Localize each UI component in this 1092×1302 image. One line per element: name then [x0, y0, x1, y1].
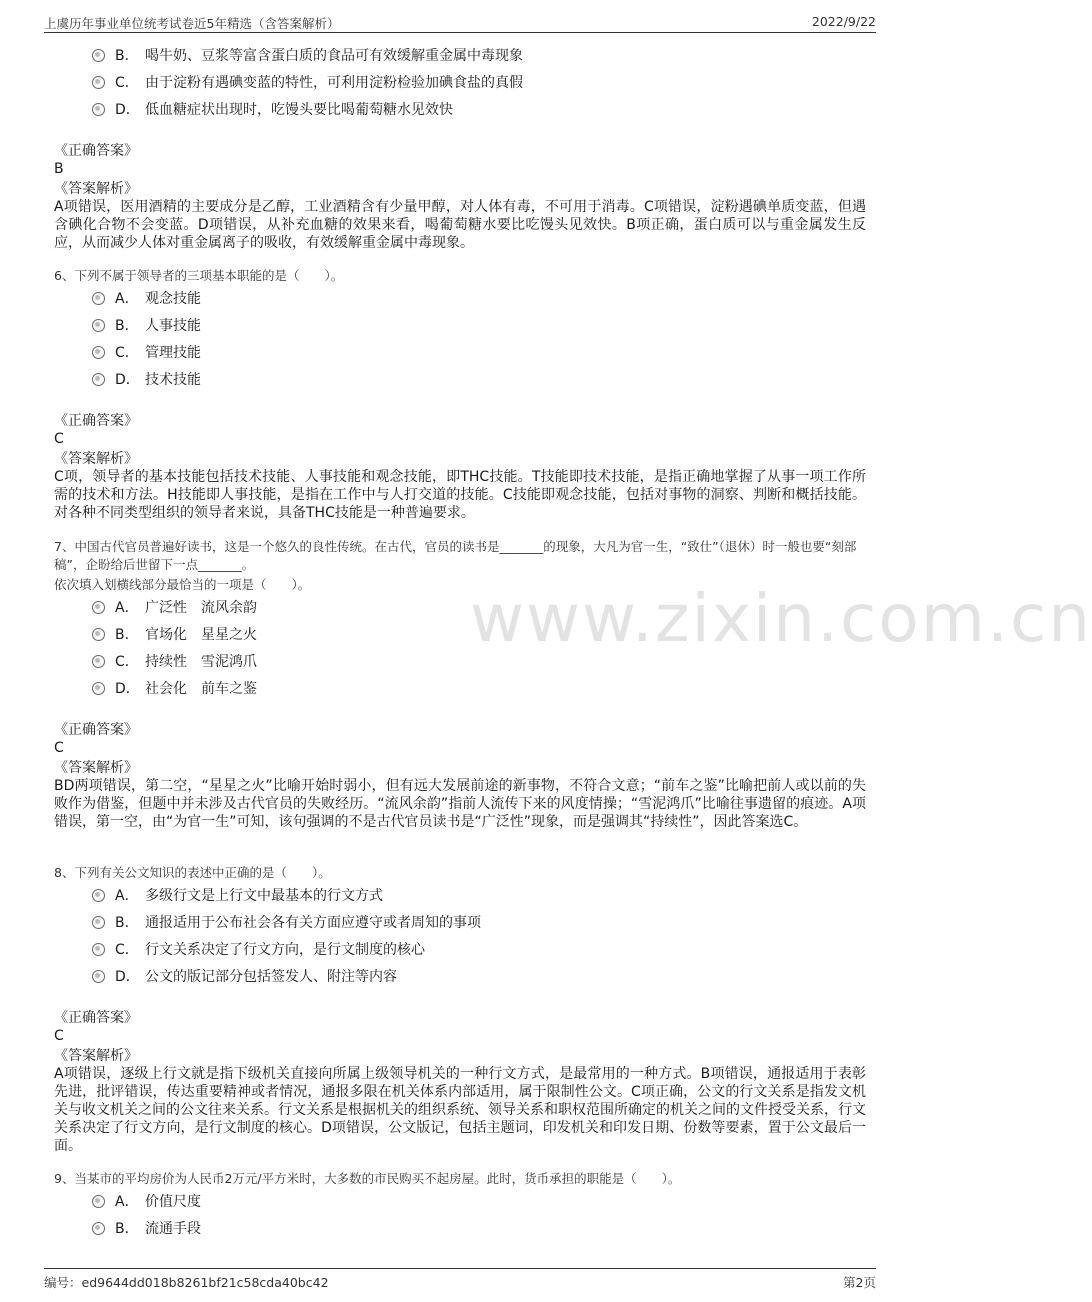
q5-analysis-label: 《答案解析》 [54, 181, 138, 197]
q7-option-d[interactable]: D． 社会化 前车之鉴 [92, 678, 257, 700]
q8-answer-label: 《正确答案》 [54, 1010, 138, 1026]
q8-option-b[interactable]: B． 通报适用于公布社会各有关方面应遵守或者周知的事项 [92, 912, 481, 934]
q5-option-c[interactable]: C． 由于淀粉有遇碘变蓝的特性，可利用淀粉检验加碘食盐的真假 [92, 72, 523, 94]
q6-option-b[interactable]: B． 人事技能 [92, 315, 201, 337]
radio-icon[interactable] [92, 319, 105, 332]
radio-icon[interactable] [92, 916, 105, 929]
radio-icon[interactable] [92, 970, 105, 983]
radio-icon[interactable] [92, 76, 105, 89]
q6-option-a[interactable]: A． 观念技能 [92, 288, 201, 310]
q5-analysis: A项错误，医用酒精的主要成分是乙醇，工业酒精含有少量甲醇，对人体有毒，不可用于消毒。C项错误，淀粉遇碘单质变蓝，但遇含碘化合物不会变蓝。D项错误，从补充血糖的效果来看，喝葡萄糖水要比吃馒头见效快。B项正确，蛋白质可以与重金属发生反应，从而减少人体对重金属离子的吸收，有效缓解重金属中毒现象。 [54, 199, 866, 251]
q6-analysis-label: 《答案解析》 [54, 451, 138, 467]
q8-analysis-label: 《答案解析》 [54, 1048, 138, 1064]
q6-analysis: C项，领导者的基本技能包括技术技能、人事技能和观念技能，即THC技能。T技能即技术技能，是指正确地掌握了从事一项工作所需的技术和方法。H技能即人事技能，是指在工作中与人打交道的技能。C技能即观念技能，包括对事物的洞察、判断和概括技能。对各种不同类型组织的领导者来说，具备THC技能是一种普遍要求。 [54, 469, 866, 521]
radio-icon[interactable] [92, 373, 105, 386]
q7-analysis: BD两项错误，第二空，“星星之火”比喻开始时弱小，但有远大发展前途的新事物，不符合文意；“前车之鉴”比喻把前人或以前的失败作为借鉴，但题中并未涉及古代官员的失败经历。“流风余韵”指前人流传下来的风度情操；“雪泥鸿爪”比喻往事遗留的痕迹。A项错误，第一空，由“为官一生”可知，该句强调的不是古代官员读书是“广泛性”现象，而是强调其“持续性”，因此答案选C。 [54, 778, 866, 830]
q8-stem: 8、下列有关公文知识的表述中正确的是（ ）。 [54, 865, 331, 880]
q5-option-b[interactable]: B． 喝牛奶、豆浆等富含蛋白质的食品可有效缓解重金属中毒现象 [92, 45, 523, 67]
q8-answer: C [54, 1028, 64, 1044]
document-date: 2022/9/22 [811, 14, 876, 29]
q7-analysis-label: 《答案解析》 [54, 760, 138, 776]
q6-option-c[interactable]: C． 管理技能 [92, 342, 201, 364]
radio-icon[interactable] [92, 655, 105, 668]
q7-stem-instruction: 依次填入划横线部分最恰当的一项是（ ）。 [54, 577, 311, 592]
q6-answer: C [54, 431, 64, 447]
q7-answer: C [54, 740, 64, 756]
radio-icon[interactable] [92, 292, 105, 305]
q8-option-a[interactable]: A． 多级行文是上行文中最基本的行文方式 [92, 885, 383, 907]
watermark: www.zixin.com.cn [470, 580, 1092, 657]
page-number: 第2页 [843, 1275, 876, 1290]
radio-icon[interactable] [92, 601, 105, 614]
q6-stem: 6、下列不属于领导者的三项基本职能的是（ ）。 [54, 268, 344, 283]
page-footer [44, 1268, 876, 1291]
q7-stem: 7、中国古代官员普遍好读书，这是一个悠久的良性传统。在古代，官员的读书是_______的现象，大凡为官一生，“致仕”（退休）时一般也要“刻部稿”，企盼给后世留下一点_______。 [54, 539, 857, 572]
page-header [44, 12, 876, 33]
document-title: 上虞历年事业单位统考试卷近5年精选（含答案解析） [44, 16, 340, 31]
q7-option-a[interactable]: A． 广泛性 流风余韵 [92, 597, 257, 619]
q6-option-d[interactable]: D． 技术技能 [92, 369, 201, 391]
radio-icon[interactable] [92, 889, 105, 902]
radio-icon[interactable] [92, 1195, 105, 1208]
radio-icon[interactable] [92, 49, 105, 62]
q8-analysis: A项错误，逐级上行文就是指下级机关直接向所属上级领导机关的一种行文方式，是最常用的一种方式。B项错误，通报适用于表彰先进，批评错误，传达重要精神或者情况，通报多限在机关体系内部适用，属于限制性公文。C项正确，公文的行文关系是指发文机关与收文机关之间的公文往来关系。行文关系是根据机关的组织系统、领导关系和职权范围所确定的机关之间的文件授受关系，行文关系决定了行文方向，是行文制度的核心。D项错误，公文版记，包括主题词，印发机关和印发日期、份数等要素，置于公文最后一面。 [54, 1066, 866, 1154]
q5-answer: B [54, 161, 64, 177]
q8-option-c[interactable]: C． 行文关系决定了行文方向，是行文制度的核心 [92, 939, 425, 961]
radio-icon[interactable] [92, 682, 105, 695]
q9-stem: 9、当某市的平均房价为人民币2万元/平方米时，大多数的市民购买不起房屋。此时，货币承担的职能是（ ）。 [54, 1171, 681, 1186]
q9-option-b[interactable]: B． 流通手段 [92, 1218, 201, 1240]
q7-answer-label: 《正确答案》 [54, 722, 138, 738]
radio-icon[interactable] [92, 1222, 105, 1235]
q5-option-d[interactable]: D． 低血糖症状出现时，吃馒头要比喝葡萄糖水见效快 [92, 99, 453, 121]
radio-icon[interactable] [92, 943, 105, 956]
document-code: 编号：ed9644dd018b8261bf21c58cda40bc42 [44, 1275, 329, 1290]
radio-icon[interactable] [92, 628, 105, 641]
q8-option-d[interactable]: D． 公文的版记部分包括签发人、附注等内容 [92, 966, 397, 988]
q6-answer-label: 《正确答案》 [54, 413, 138, 429]
radio-icon[interactable] [92, 103, 105, 116]
radio-icon[interactable] [92, 346, 105, 359]
q5-answer-label: 《正确答案》 [54, 143, 138, 159]
q7-option-b[interactable]: B． 官场化 星星之火 [92, 624, 257, 646]
q9-option-a[interactable]: A． 价值尺度 [92, 1191, 201, 1213]
q7-option-c[interactable]: C． 持续性 雪泥鸿爪 [92, 651, 257, 673]
